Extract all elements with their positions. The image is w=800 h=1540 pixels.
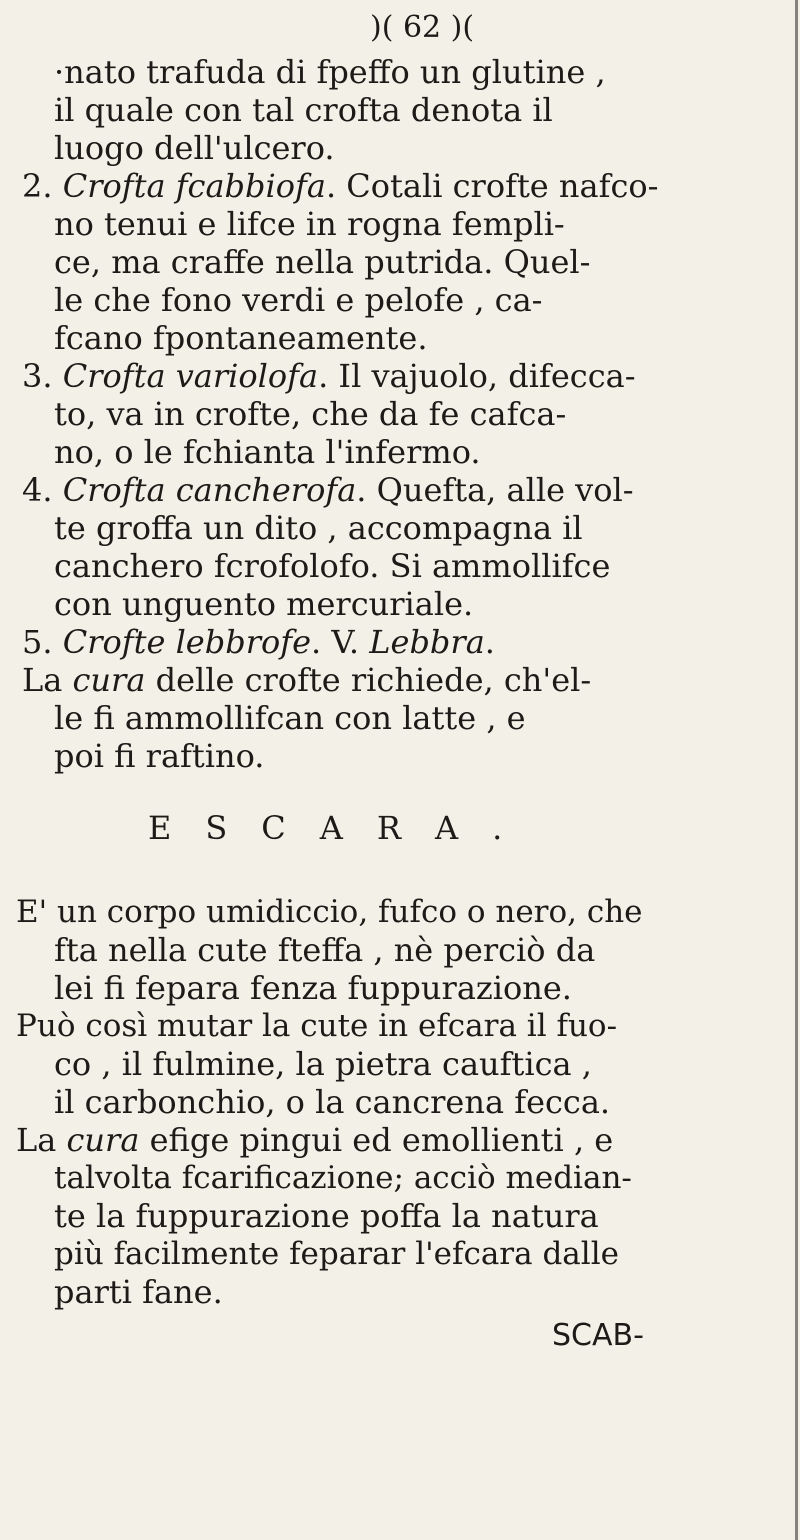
- text-line: canchero fcrofolofo. Si ammollifce: [54, 547, 611, 585]
- item-title: Crofta fcabbiofa: [62, 167, 326, 205]
- text-word: La: [16, 1121, 57, 1159]
- text-line: le fi ammollifcan con latte , e: [54, 699, 526, 737]
- text-line: co , il fulmine, la pietra cauftica ,: [54, 1045, 592, 1083]
- text-line: ·nato trafuda di fpeffo un glutine ,: [54, 53, 606, 91]
- item-text: . V.: [311, 623, 360, 661]
- text-line: con unguento mercuriale.: [54, 585, 474, 623]
- text-line: le che fono verdi e pelofe , ca-: [54, 281, 543, 319]
- list-item: [22, 166, 658, 206]
- cross-reference: Lebbra: [369, 623, 485, 661]
- item-title: Crofta variolofa: [62, 357, 319, 395]
- text-line: no, o le fchianta l'infermo.: [54, 433, 481, 471]
- text-line: no tenui e lifce in rogna fempli-: [54, 205, 565, 243]
- text-word: La: [22, 661, 63, 699]
- item-number: 2.: [22, 167, 53, 205]
- text-run: efige pingui ed emollienti , e: [149, 1121, 614, 1159]
- text-line: luogo dell'ulcero.: [54, 129, 335, 167]
- item-number: 5.: [22, 623, 53, 661]
- text-line: to, va in crofte, che da fe cafca-: [54, 395, 567, 433]
- text-run: delle crofte richiede, ch'el-: [155, 661, 592, 699]
- paragraph-start: [22, 660, 591, 700]
- list-item: [22, 622, 495, 662]
- text-line: E' un corpo umidiccio, fufco o nero, che: [16, 894, 643, 930]
- text-line: te la fuppurazione poffa la natura: [54, 1197, 599, 1235]
- item-end: .: [484, 623, 495, 661]
- item-text: . Il vajuolo, difecca-: [318, 357, 636, 395]
- item-text: . Quefta, alle vol-: [356, 471, 634, 509]
- section-heading: ESCARA.: [148, 809, 537, 847]
- list-item: [22, 356, 636, 396]
- text-line: talvolta fcarificazione; acciò median-: [54, 1160, 632, 1196]
- text-line: Può così mutar la cute in efcara il fuo-: [16, 1008, 618, 1044]
- text-line: te groffa un dito , accompagna il: [54, 509, 583, 547]
- item-number: 4.: [22, 471, 53, 509]
- text-line: il quale con tal crofta denota il: [54, 91, 553, 129]
- list-item: [22, 470, 634, 510]
- page-number: )( 62 )(: [370, 10, 475, 45]
- item-text: . Cotali crofte nafco-: [325, 167, 659, 205]
- text-line: il carbonchio, o la cancrena fecca.: [54, 1083, 611, 1121]
- catchword: SCAB-: [552, 1318, 644, 1353]
- paragraph-start: [16, 1120, 613, 1160]
- text-line: parti fane.: [54, 1273, 223, 1311]
- text-line: ce, ma craffe nella putrida. Quel-: [54, 243, 591, 281]
- item-number: 3.: [22, 357, 53, 395]
- page-edge: [795, 0, 798, 1540]
- emphasis-word: cura: [66, 1121, 140, 1159]
- text-line: poi fi raftino.: [54, 737, 265, 775]
- text-line: lei fi fepara fenza fuppurazione.: [54, 969, 572, 1007]
- text-line: fcano fpontaneamente.: [54, 319, 428, 357]
- item-title: Crofte lebbrofe: [62, 623, 312, 661]
- text-line: più facilmente feparar l'efcara dalle: [54, 1236, 619, 1272]
- emphasis-word: cura: [72, 661, 146, 699]
- text-line: fta nella cute fteffa , nè perciò da: [54, 931, 596, 969]
- item-title: Crofta cancherofa: [62, 471, 357, 509]
